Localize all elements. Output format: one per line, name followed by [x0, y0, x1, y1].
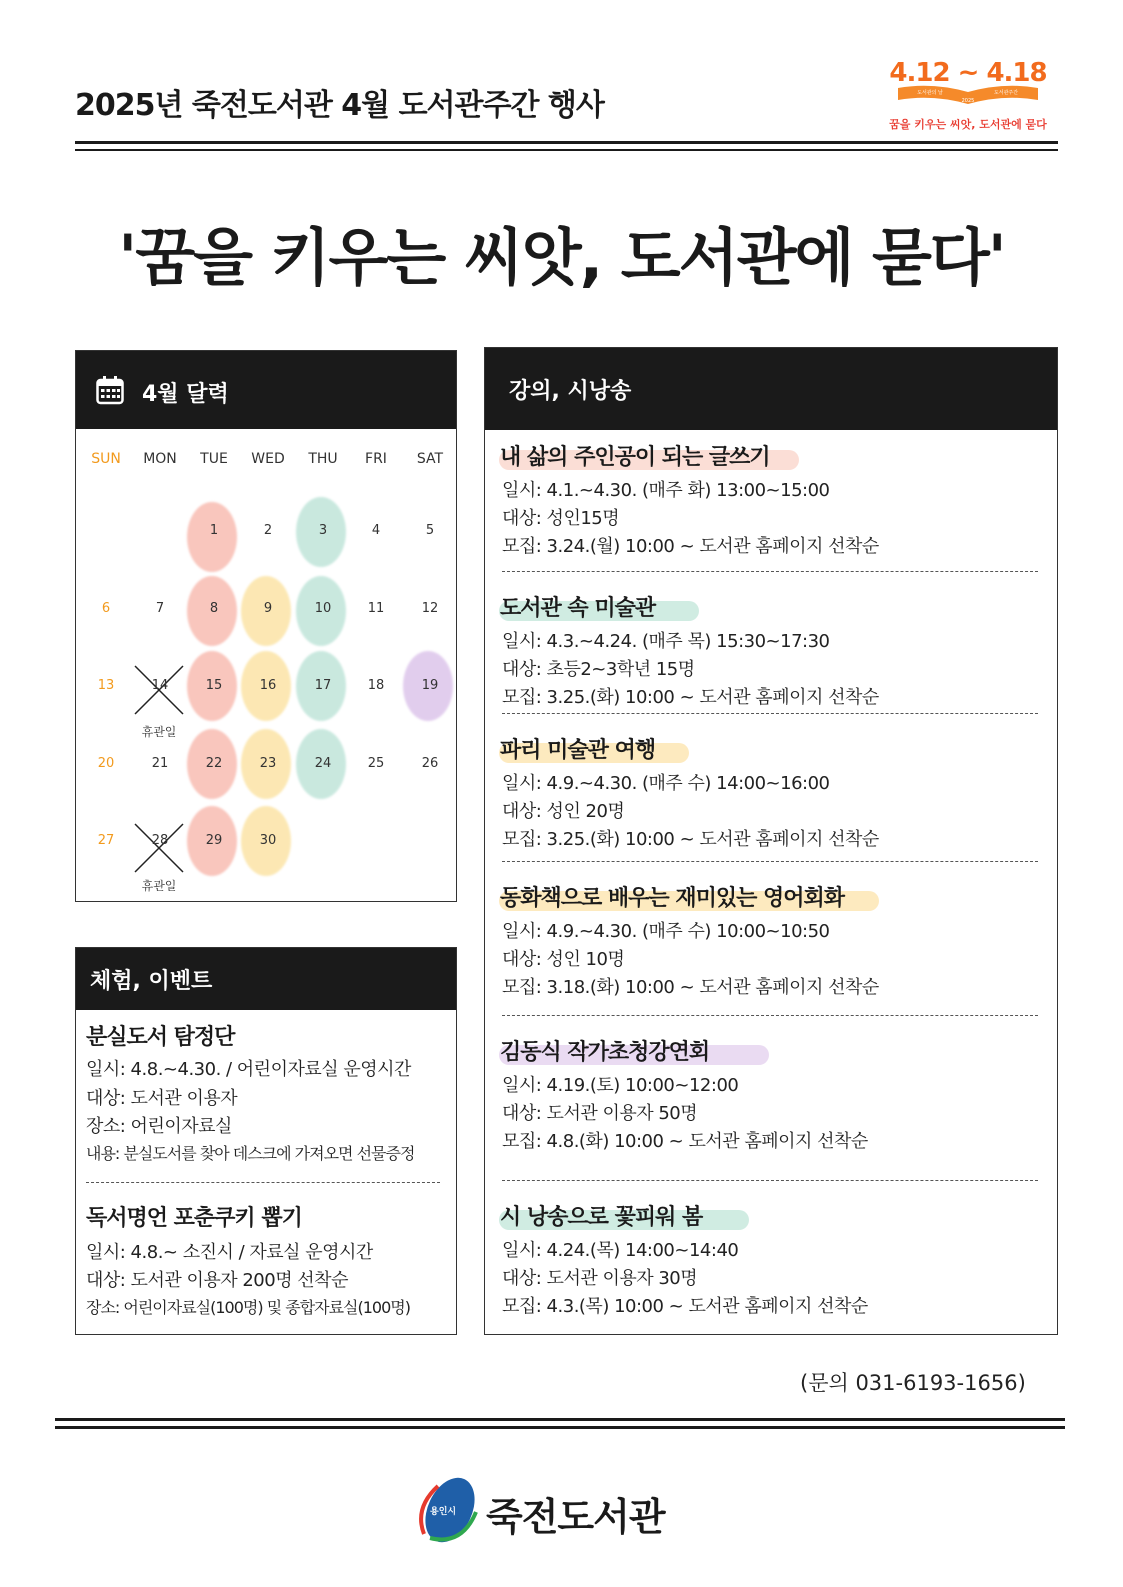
lecture-item-line: 대상: 성인 20명: [502, 801, 625, 822]
divider: [502, 861, 1038, 862]
event-item-title: 독서명언 포춘쿠키 뽑기: [86, 1206, 302, 1231]
calendar-day: 22: [205, 756, 223, 771]
calendar-day: 2: [263, 523, 273, 538]
closed-day-label: 휴관일: [141, 879, 177, 893]
library-week-badge: [888, 58, 1048, 138]
lecture-item-line: 일시: 4.9.~4.30. (매주 수) 14:00~16:00: [502, 773, 830, 794]
calendar-day: 12: [421, 601, 439, 616]
calendar-day: 21: [151, 756, 169, 771]
calendar-day: 9: [263, 601, 273, 616]
event-item-line: 일시: 4.8.~ 소진시 / 자료실 운영시간: [86, 1242, 373, 1263]
calendar-day: 26: [421, 756, 439, 771]
divider: [502, 713, 1038, 714]
badge-book-right: 도서관주간: [993, 90, 1019, 96]
event-item-line: 일시: 4.8.~4.30. / 어린이자료실 운영시간: [86, 1059, 411, 1080]
calendar-header: [76, 351, 456, 429]
calendar-panel: [75, 350, 457, 902]
calendar-day: 3: [318, 523, 328, 538]
lecture-item-line: 모집: 4.8.(화) 10:00 ~ 도서관 홈페이지 선착순: [502, 1131, 868, 1152]
lecture-item-title: 도서관 속 미술관: [500, 596, 656, 621]
lectures-header: [485, 348, 1057, 430]
event-item-line: 내용: 분실도서를 찾아 데스크에 가져오면 선물증정: [86, 1144, 415, 1163]
open-book-icon: [896, 84, 1040, 106]
events-title: 체험, 이벤트: [90, 969, 213, 994]
header-rule: [75, 149, 1058, 151]
lecture-item-line: 모집: 3.18.(화) 10:00 ~ 도서관 홈페이지 선착순: [502, 977, 879, 998]
event-item-title: 분실도서 탐정단: [86, 1025, 235, 1050]
event-item-line: 장소: 어린이자료실(100명) 및 종합자료실(100명): [86, 1298, 410, 1317]
events-header: [76, 948, 456, 1010]
weekday-label: FRI: [365, 451, 387, 467]
logo-city-label: 용인시: [430, 1507, 457, 1517]
closed-day-label: 휴관일: [141, 725, 177, 739]
event-item-line: 대상: 도서관 이용자: [86, 1088, 238, 1109]
calendar-day: 19: [421, 678, 439, 693]
lecture-item-line: 일시: 4.24.(목) 14:00~14:40: [502, 1240, 739, 1261]
divider: [502, 571, 1038, 572]
weekday-label: TUE: [200, 451, 228, 467]
calendar-day: 23: [259, 756, 277, 771]
lecture-item-line: 대상: 성인15명: [502, 508, 620, 529]
lecture-item-title: 김동식 작가초청강연회: [500, 1040, 710, 1065]
calendar-day: 17: [314, 678, 332, 693]
main-slogan: '꿈을 키우는 씨앗, 도서관에 묻다': [118, 221, 1005, 294]
lecture-item-line: 모집: 3.25.(화) 10:00 ~ 도서관 홈페이지 선착순: [502, 829, 879, 850]
calendar-grid: [76, 429, 456, 899]
lecture-item-line: 모집: 3.24.(월) 10:00 ~ 도서관 홈페이지 선착순: [502, 536, 879, 557]
calendar-day: 7: [155, 601, 165, 616]
weekday-label: MON: [143, 451, 177, 467]
divider: [502, 1015, 1038, 1016]
footer-rule: [55, 1426, 1065, 1429]
calendar-day: 28: [151, 833, 169, 848]
contact-info: (문의 031-6193-1656): [800, 1371, 1026, 1395]
badge-dates: 4.12 ~ 4.18: [889, 58, 1047, 88]
lecture-item-line: 일시: 4.19.(토) 10:00~12:00: [502, 1075, 739, 1096]
lecture-item-line: 일시: 4.9.~4.30. (매주 수) 10:00~10:50: [502, 921, 830, 942]
lecture-item-line: 모집: 3.25.(화) 10:00 ~ 도서관 홈페이지 선착순: [502, 687, 879, 708]
calendar-day: 4: [371, 523, 381, 538]
divider: [86, 1182, 440, 1183]
calendar-day: 25: [367, 756, 385, 771]
calendar-day: 6: [101, 601, 111, 616]
events-panel: [75, 947, 457, 1335]
weekday-label: SUN: [91, 451, 121, 467]
footer-rule: [55, 1418, 1065, 1421]
library-logo: [412, 1468, 682, 1548]
divider: [502, 1180, 1038, 1181]
lecture-item-line: 대상: 초등2~3학년 15명: [502, 659, 695, 680]
lecture-item-line: 대상: 성인 10명: [502, 949, 625, 970]
calendar-day: 11: [367, 601, 385, 616]
lecture-item-title: 파리 미술관 여행: [500, 738, 656, 763]
calendar-day: 14: [151, 678, 169, 693]
weekday-label: SAT: [416, 451, 444, 467]
calendar-day: 16: [259, 678, 277, 693]
calendar-day: 27: [97, 833, 115, 848]
library-name: 죽전도서관: [486, 1495, 665, 1539]
badge-slogan: 꿈을 키우는 씨앗, 도서관에 묻다: [889, 118, 1047, 131]
lectures-title: 강의, 시낭송: [509, 379, 632, 404]
calendar-day: 30: [259, 833, 277, 848]
calendar-day: 10: [314, 601, 332, 616]
lecture-item-line: 대상: 도서관 이용자 50명: [502, 1103, 698, 1124]
lecture-item-title: 내 삶의 주인공이 되는 글쓰기: [500, 445, 770, 470]
lecture-item-line: 대상: 도서관 이용자 30명: [502, 1268, 698, 1289]
calendar-day: 8: [209, 601, 219, 616]
lecture-item-line: 일시: 4.1.~4.30. (매주 화) 13:00~15:00: [502, 480, 830, 501]
calendar-day: 18: [367, 678, 385, 693]
weekday-label: WED: [251, 451, 285, 467]
calendar-day: 1: [209, 523, 219, 538]
weekday-label: THU: [308, 451, 338, 467]
lecture-item-title: 시 낭송으로 꽃피워 봄: [500, 1205, 703, 1230]
calendar-day: 29: [205, 833, 223, 848]
calendar-day: 24: [314, 756, 332, 771]
header-rule: [75, 141, 1058, 144]
lecture-item-line: 모집: 4.3.(목) 10:00 ~ 도서관 홈페이지 선착순: [502, 1296, 868, 1317]
calendar-day: 20: [97, 756, 115, 771]
event-item-line: 대상: 도서관 이용자 200명 선착순: [86, 1270, 348, 1291]
calendar-day: 5: [425, 523, 435, 538]
calendar-icon: [96, 375, 124, 405]
closed-day-mark: [133, 822, 185, 874]
calendar-title: 4월 달력: [142, 382, 229, 407]
calendar-day: 13: [97, 678, 115, 693]
badge-book-left: 도서관의 날: [917, 90, 943, 96]
badge-year: 2025: [961, 98, 975, 104]
calendar-day: 15: [205, 678, 223, 693]
lectures-panel: [484, 347, 1058, 1335]
lecture-item-line: 일시: 4.3.~4.24. (매주 목) 15:30~17:30: [502, 631, 830, 652]
document-title: 2025년 죽전도서관 4월 도서관주간 행사: [75, 88, 604, 123]
lecture-item-title: 동화책으로 배우는 재미있는 영어회화: [500, 886, 845, 911]
event-item-line: 장소: 어린이자료실: [86, 1116, 232, 1137]
